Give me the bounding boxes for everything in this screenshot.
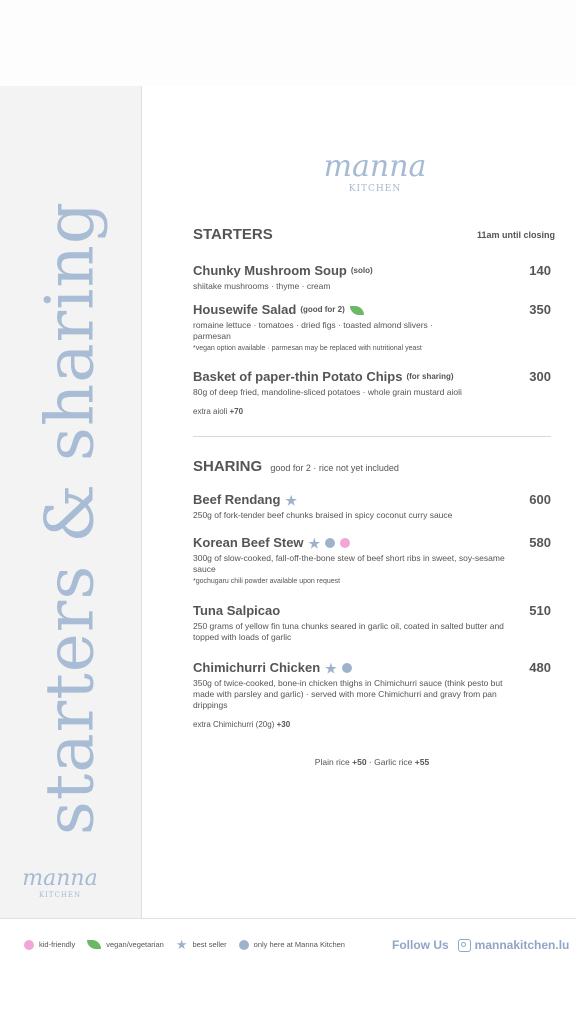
legend-label: only here at Manna Kitchen <box>253 940 345 949</box>
star-icon: ★ <box>175 937 188 952</box>
item-description: shiitake mushrooms · thyme · cream <box>193 281 331 291</box>
manna-exclusive-icon <box>325 538 335 548</box>
sidebar-logo-sub: KITCHEN <box>38 891 82 899</box>
legend-exclusive <box>239 940 345 950</box>
menu-item-mushroom-soup <box>193 263 551 292</box>
item-extra <box>193 407 551 416</box>
item-footnote: *gochugaru chili powder available upon request <box>193 578 341 585</box>
menu-item-beef-rendang <box>193 492 551 521</box>
item-name: Housewife Salad <box>193 302 297 317</box>
item-description: 250g of fork-tender beef chunks braised in spicy coconut curry sauce <box>193 510 453 520</box>
header-logo-sub: KITCHEN <box>348 184 402 194</box>
item-description: 300g of slow-cooked, fall-off-the-bone stew of beef short ribs in sweet, soy-sesame sauce <box>193 553 505 574</box>
menu-item-chimichurri-chicken <box>193 660 551 729</box>
item-price: 510 <box>529 603 551 618</box>
sharing-note: good for 2 · rice not yet included <box>270 463 399 473</box>
item-title <box>193 535 551 551</box>
sidebar-logo-word: manna <box>22 866 98 891</box>
instagram-handle[interactable]: mannakitchen.lu <box>474 938 570 952</box>
menu-item-potato-chips <box>193 369 551 416</box>
item-name: Chimichurri Chicken <box>193 660 321 675</box>
item-title <box>193 302 551 318</box>
manna-exclusive-icon <box>342 663 352 673</box>
sidebar-logo <box>0 868 120 899</box>
item-name: Tuna Salpicao <box>193 603 281 618</box>
legend-vegan <box>87 940 164 949</box>
item-title <box>193 603 551 619</box>
item-description: 250 grams of yellow fin tuna chunks seared in garlic oil, coated in salted butter and topped with loads of garlic <box>193 621 504 642</box>
item-price: 140 <box>529 263 551 278</box>
menu-item-tuna-salpicao <box>193 603 551 643</box>
rice-separator: · <box>368 757 372 767</box>
item-title <box>193 660 551 676</box>
social-follow[interactable] <box>392 938 569 952</box>
plain-rice-label: Plain rice <box>314 757 350 767</box>
item-title <box>193 369 551 385</box>
opening-hours: 11am until closing <box>476 230 555 240</box>
legend-label: kid-friendly <box>39 940 76 949</box>
item-extra-label: extra aioli <box>193 407 228 416</box>
item-name: Chunky Mushroom Soup <box>193 263 347 278</box>
item-extra-price: +70 <box>229 407 244 416</box>
section-divider <box>193 436 551 437</box>
header-logo <box>295 149 455 194</box>
item-price: 480 <box>529 660 551 675</box>
leaf-icon <box>350 306 364 315</box>
sharing-title-text: SHARING <box>193 458 263 475</box>
item-extra-label: extra Chimichurri (20g) <box>193 720 275 729</box>
manna-exclusive-icon <box>239 940 249 950</box>
legend <box>24 938 357 951</box>
item-price: 600 <box>529 492 551 507</box>
item-name: Beef Rendang <box>193 492 281 507</box>
sidebar <box>0 86 142 918</box>
header-logo-word: manna <box>323 149 427 184</box>
item-extra-price: +30 <box>276 720 291 729</box>
kid-friendly-icon <box>340 538 350 548</box>
legend-label: vegan/vegetarian <box>106 940 164 949</box>
rice-options <box>193 757 551 767</box>
legend-label: best seller <box>192 940 227 949</box>
item-title <box>193 492 551 508</box>
garlic-rice-price: +55 <box>414 757 430 767</box>
star-icon: ★ <box>308 535 321 551</box>
item-footnote: *vegan option available · parmesan may be replaced with nutritional yeast <box>193 345 422 352</box>
starters-title: STARTERS <box>193 226 273 243</box>
menu-item-housewife-salad <box>193 302 551 352</box>
sharing-title <box>193 458 399 475</box>
star-icon: ★ <box>285 492 298 508</box>
vertical-title: starters & sharing <box>31 200 109 836</box>
follow-label: Follow Us <box>392 938 449 952</box>
footer-divider <box>0 918 576 919</box>
item-extra <box>193 720 551 729</box>
item-price: 350 <box>529 302 551 317</box>
top-band <box>0 0 576 86</box>
star-icon: ★ <box>325 660 337 676</box>
item-name: Korean Beef Stew <box>193 535 304 550</box>
legend-best-seller <box>176 938 227 951</box>
item-description: romaine lettuce · tomatoes · dried figs · toasted almond slivers · parmesan <box>193 320 433 341</box>
item-note: (good for 2) <box>300 305 345 314</box>
kid-friendly-icon <box>24 940 34 950</box>
item-title <box>193 263 551 279</box>
item-price: 580 <box>529 535 551 550</box>
item-description: 350g of twice-cooked, bone-in chicken thighs in Chimichurri sauce (think pesto but made with parsley and garlic) · served with more Chimichurri and gravy from pan drippings <box>193 678 503 710</box>
menu-item-korean-beef-stew <box>193 535 551 585</box>
legend-kid-friendly <box>24 940 75 950</box>
item-note: (solo) <box>350 266 373 275</box>
item-price: 300 <box>529 369 551 384</box>
leaf-icon <box>87 940 101 949</box>
plain-rice-price: +50 <box>352 757 367 767</box>
instagram-icon[interactable] <box>458 939 471 952</box>
item-note: (for sharing) <box>406 372 454 381</box>
garlic-rice-label: Garlic rice <box>374 757 413 767</box>
item-name: Basket of paper-thin Potato Chips <box>193 369 403 384</box>
item-description: 80g of deep fried, mandoline-sliced potatoes · whole grain mustard aioli <box>193 387 462 397</box>
